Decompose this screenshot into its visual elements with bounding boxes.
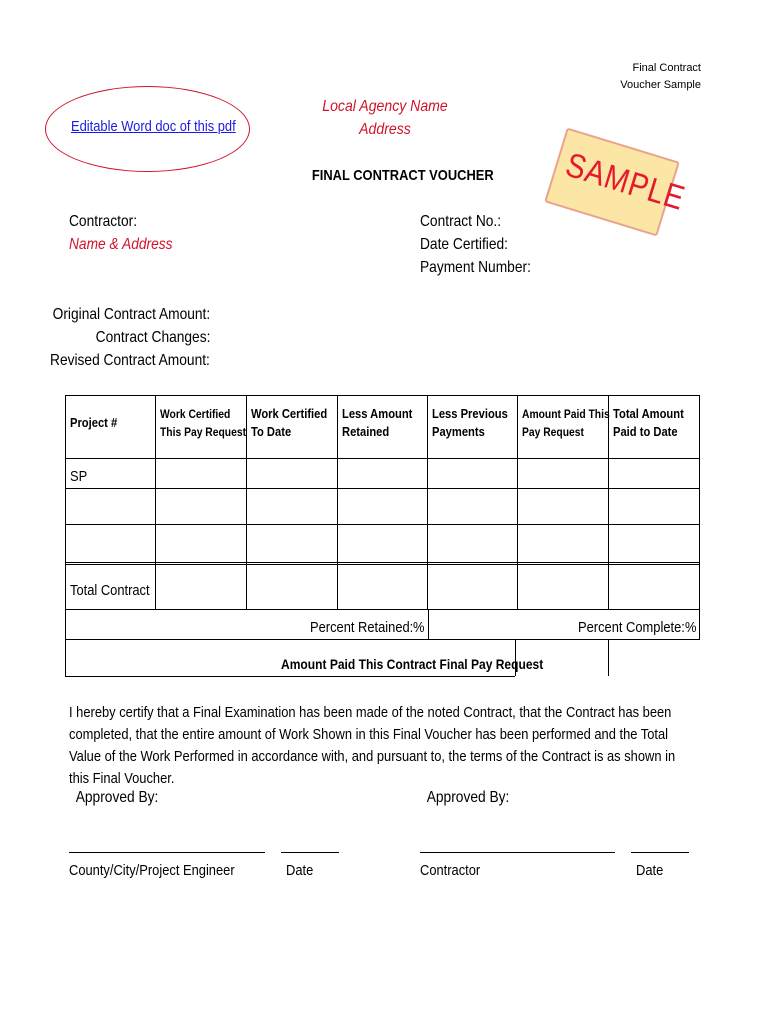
corner-label <box>541 60 701 94</box>
signature-line-engineer[interactable] <box>69 852 265 853</box>
certification-text: I hereby certify that a Final Examination has been made of the noted Contract, that the Contract has been completed, that the entire amount of Work Shown in this Final Voucher has been performed and the Total Value of the Work Performed in accordance with, and pursuant to, the terms of the Contract is as shown in this Final Voucher. <box>69 704 676 787</box>
row-sp-label: SP <box>70 468 88 485</box>
header-work-certified-to-date: Work Certified To Date <box>251 406 328 439</box>
original-contract-amount-label: Original Contract Amount: <box>52 306 210 323</box>
approved-by-right-label: Approved By: <box>426 789 510 806</box>
editable-word-link[interactable]: Editable Word doc of this pdf <box>71 118 236 135</box>
percent-complete-label: Percent Complete: <box>578 619 685 636</box>
agency-address: Address <box>359 121 411 138</box>
engineer-date-label: Date <box>286 862 314 879</box>
revised-contract-amount-label: Revised Contract Amount: <box>50 352 210 369</box>
sample-stamp <box>544 127 690 236</box>
header-less-amount-retained: Less Amount Retained <box>342 406 413 439</box>
percent-retained-unit: % <box>413 619 425 636</box>
approved-by-left-label: Approved By: <box>75 789 159 806</box>
page-title: FINAL CONTRACT VOUCHER <box>311 167 494 184</box>
header-work-certified-this-pay: Work Certified This Pay Request <box>160 407 247 439</box>
header-less-previous-payments: Less Previous Payments <box>432 406 508 439</box>
total-contract-label: Total Contract <box>70 582 150 599</box>
agency-name: Local Agency Name <box>322 98 448 115</box>
corner-label-line1: Final Contract <box>632 62 701 74</box>
contractor-date-label: Date <box>636 862 664 879</box>
contract-changes-label: Contract Changes: <box>95 329 210 346</box>
header-total-amount-paid: Total Amount Paid to Date <box>613 406 684 439</box>
final-pay-request-label: Amount Paid This Contract Final Pay Request <box>281 656 544 672</box>
payment-number-label: Payment Number: <box>420 259 531 276</box>
signature-line-contractor[interactable] <box>420 852 615 853</box>
percent-complete-unit: % <box>685 619 697 636</box>
sample-stamp-text: SAMPLE <box>561 145 690 218</box>
contractor-signer-label: Contractor <box>420 862 481 879</box>
date-line-engineer[interactable] <box>281 852 339 853</box>
contractor-label: Contractor: <box>69 213 138 230</box>
engineer-signer-label: County/City/Project Engineer <box>69 862 235 879</box>
header-project-number: Project # <box>70 415 118 430</box>
header-amount-paid-this-pay: Amount Paid This Pay Request <box>522 407 610 439</box>
date-line-contractor[interactable] <box>631 852 689 853</box>
contractor-value: Name & Address <box>69 236 173 253</box>
corner-label-line2: Voucher Sample <box>620 79 701 91</box>
date-certified-label: Date Certified: <box>420 236 508 253</box>
contract-no-label: Contract No.: <box>420 213 502 230</box>
percent-retained-label: Percent Retained: <box>310 619 414 636</box>
